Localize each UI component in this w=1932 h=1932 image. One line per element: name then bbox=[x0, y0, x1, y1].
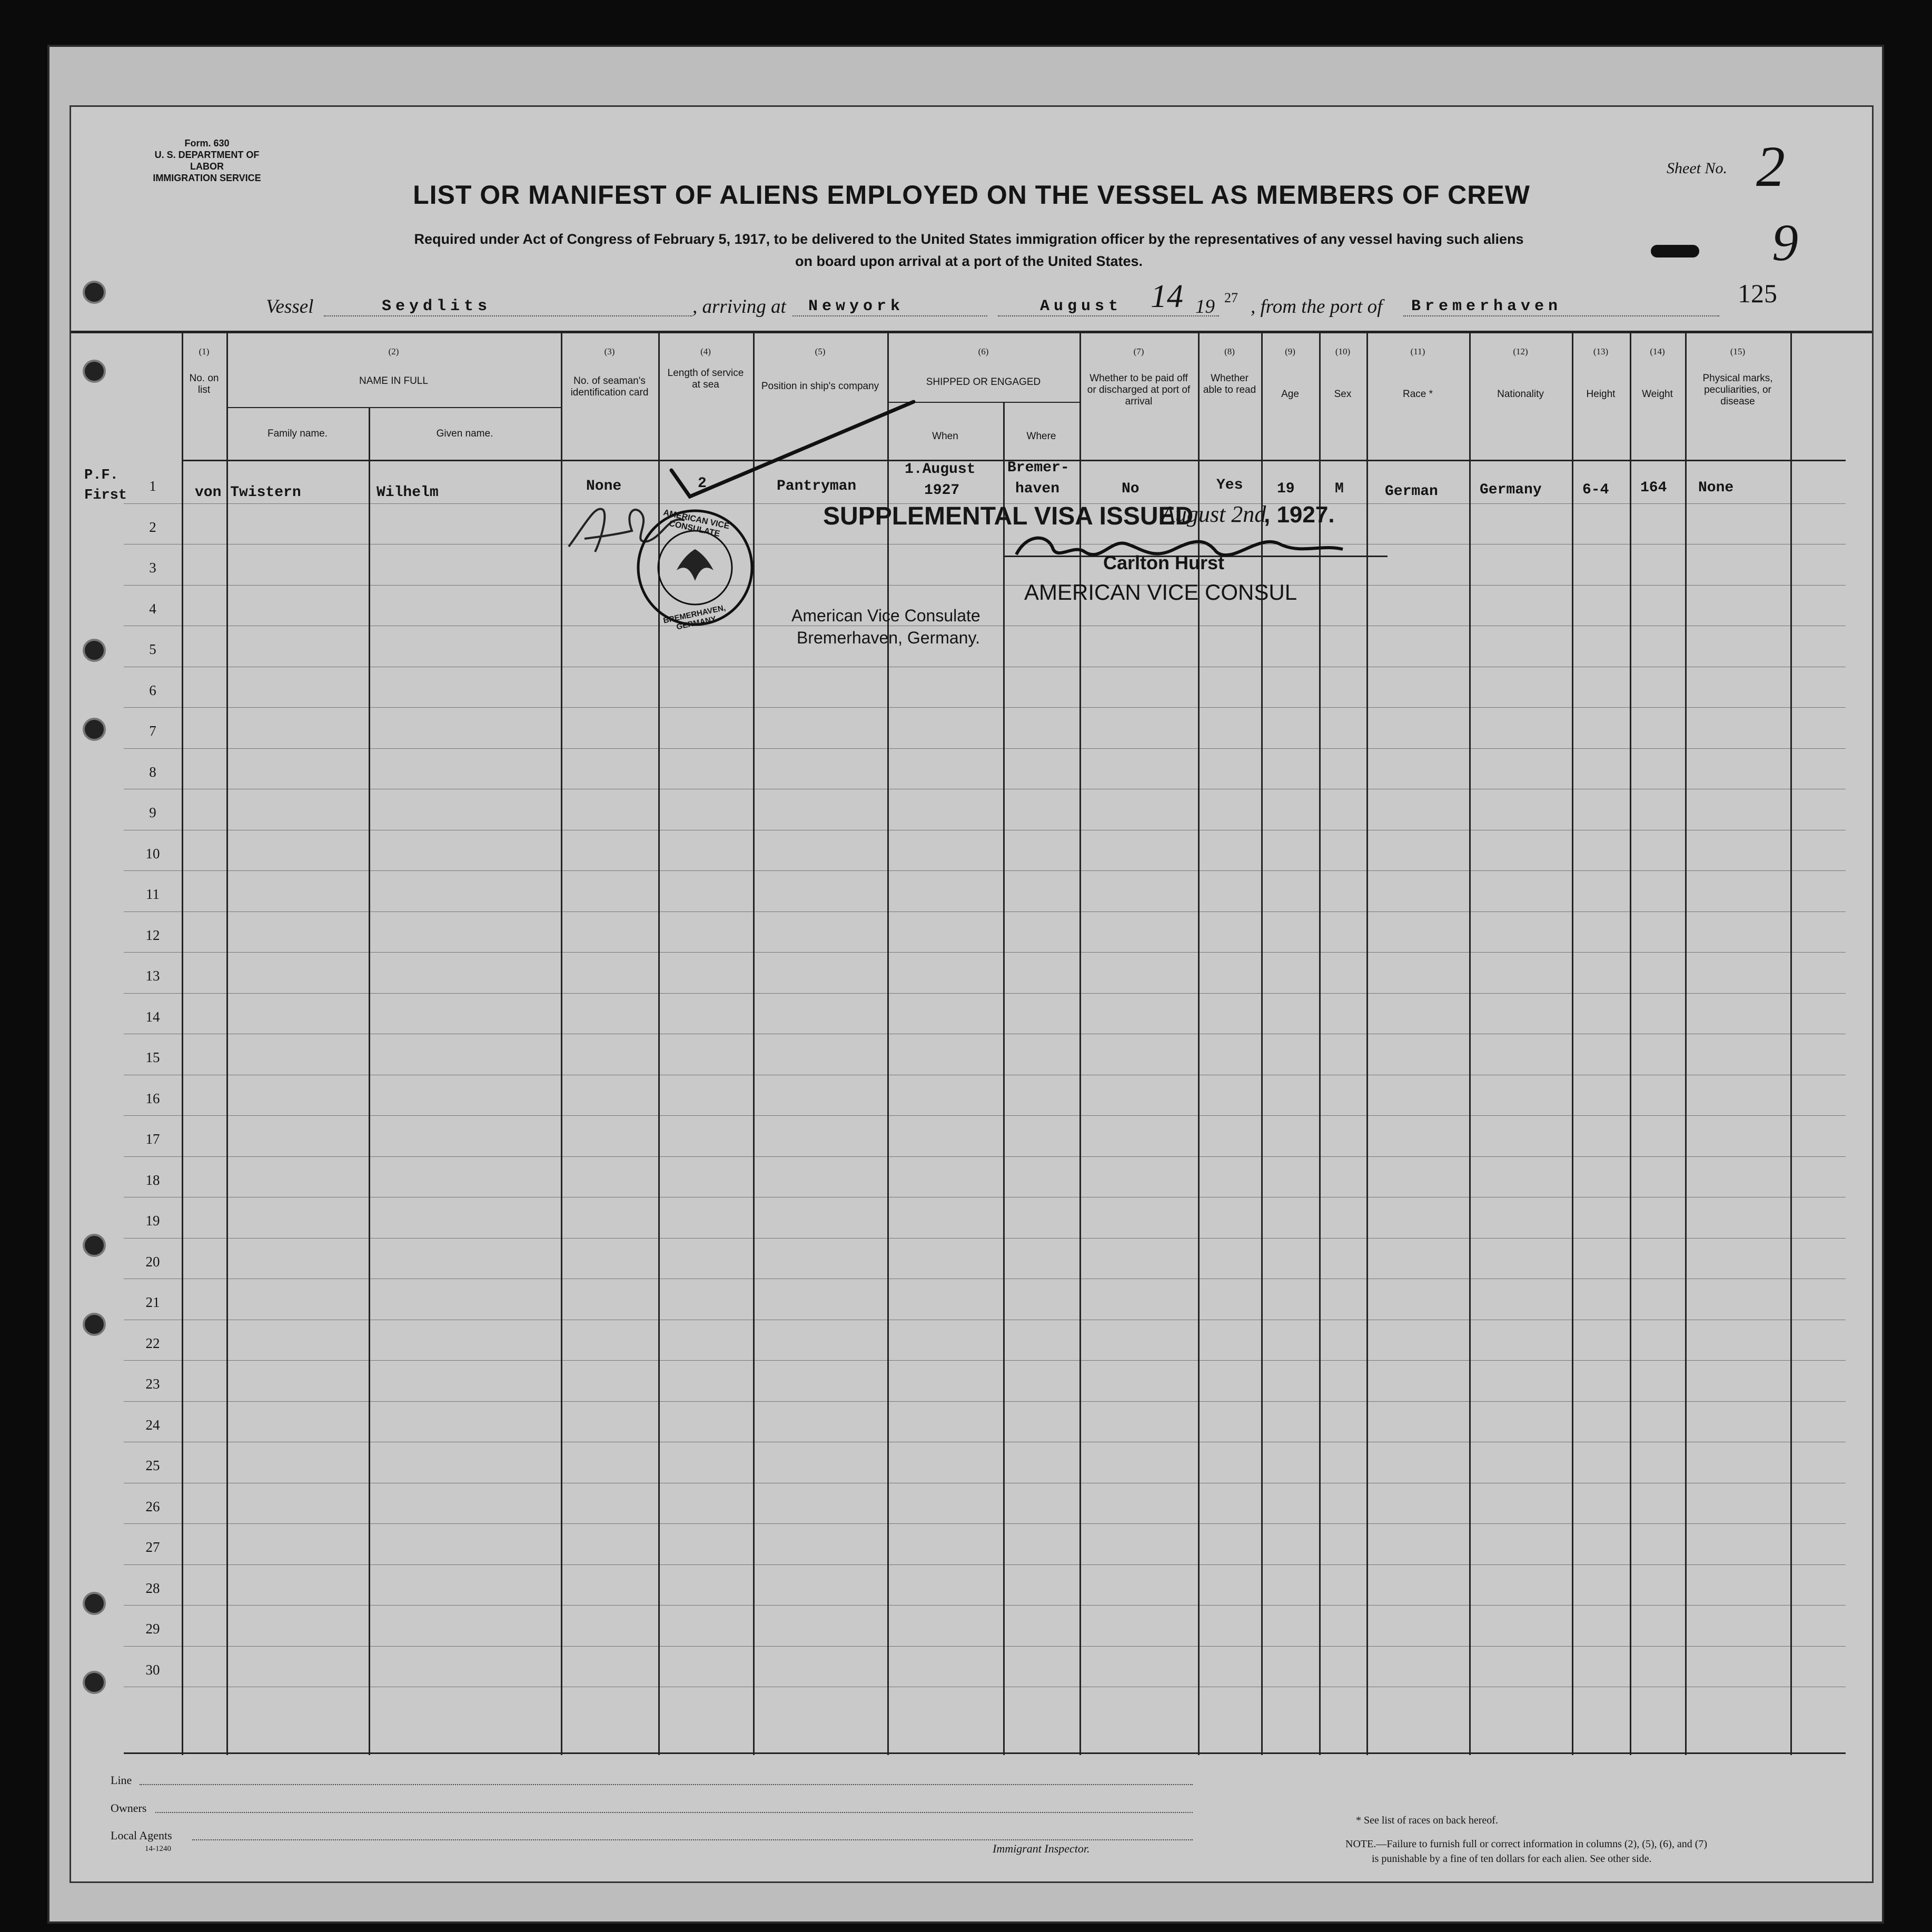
row-number: 30 bbox=[145, 1661, 160, 1678]
col-header-name: NAME IN FULL bbox=[359, 375, 428, 387]
row-number: 18 bbox=[145, 1172, 160, 1188]
row-number: 25 bbox=[145, 1458, 160, 1473]
arrival-day: 14 bbox=[1151, 279, 1183, 314]
row-rule bbox=[124, 1605, 1846, 1606]
col-header-age: Age bbox=[1281, 389, 1299, 400]
row-number: 16 bbox=[145, 1090, 160, 1106]
margin-note-pf: P.F. bbox=[84, 468, 118, 483]
consul-title: AMERICAN VICE CONSUL bbox=[1024, 580, 1297, 605]
col-header-weight: Weight bbox=[1642, 389, 1673, 400]
shipped-where-1: Bremer- bbox=[1007, 460, 1069, 476]
row-number: 9 bbox=[149, 805, 156, 820]
visa-date: August 2nd bbox=[1161, 501, 1266, 527]
row-number: 19 bbox=[145, 1213, 160, 1228]
col-num-9: (9) bbox=[1285, 346, 1295, 356]
row-number: 27 bbox=[145, 1539, 160, 1555]
owners-underline bbox=[155, 1812, 1193, 1813]
local-agents-label: Local Agents bbox=[111, 1829, 172, 1842]
consulate-line-2: Bremerhaven, Germany. bbox=[797, 628, 980, 647]
date-underline bbox=[998, 315, 1219, 316]
id-card: None bbox=[586, 478, 622, 494]
stamped-number: 9 bbox=[1772, 213, 1798, 272]
row-rule bbox=[124, 707, 1846, 708]
punch-hole bbox=[83, 281, 106, 304]
punch-hole bbox=[83, 1592, 106, 1615]
col-header-where: Where bbox=[1026, 431, 1056, 442]
col-header-when: When bbox=[932, 431, 958, 442]
physical-marks: None bbox=[1698, 480, 1734, 496]
column-divider bbox=[561, 333, 562, 1755]
row-number: 3 bbox=[149, 560, 156, 576]
form-code: 14-1240 bbox=[145, 1845, 171, 1853]
shipped-where-2: haven bbox=[1015, 481, 1060, 497]
col-header-id-card: No. of seaman's identification card bbox=[570, 375, 649, 398]
col-header-sex: Sex bbox=[1334, 389, 1352, 400]
paid-off: No bbox=[1122, 481, 1140, 497]
punch-hole bbox=[83, 1234, 106, 1257]
sheet-no-value: 2 bbox=[1756, 134, 1785, 199]
row-number: 15 bbox=[145, 1049, 160, 1065]
immigrant-inspector-label: Immigrant Inspector. bbox=[993, 1842, 1090, 1855]
col-header-nationality: Nationality bbox=[1497, 389, 1544, 400]
row-number: 2 bbox=[149, 519, 156, 535]
col-header-height: Height bbox=[1586, 389, 1616, 400]
col-num-6: (6) bbox=[978, 346, 989, 356]
line-underline bbox=[140, 1784, 1193, 1785]
col-header-shipped: SHIPPED OR ENGAGED bbox=[926, 377, 1041, 388]
service-name: IMMIGRATION SERVICE bbox=[153, 173, 261, 183]
consulate-line-1: American Vice Consulate bbox=[791, 606, 980, 625]
row-rule bbox=[124, 870, 1846, 871]
visa-issued-stamp: SUPPLEMENTAL VISA ISSUED bbox=[823, 502, 1194, 530]
note-line-2: is punishable by a fine of ten dollars for each alien. See other side. bbox=[1372, 1853, 1652, 1865]
row-rule bbox=[124, 1646, 1846, 1647]
column-divider bbox=[1685, 333, 1687, 1755]
row-rule bbox=[124, 1523, 1846, 1524]
row-rule bbox=[124, 911, 1846, 912]
col-num-4: (4) bbox=[700, 346, 711, 356]
row-rule bbox=[124, 1238, 1846, 1239]
arriving-underline bbox=[792, 315, 987, 316]
shipped-when-1: 1.August bbox=[905, 461, 976, 478]
row-number: 6 bbox=[149, 682, 156, 698]
crew-count: 125 bbox=[1738, 279, 1777, 308]
col-header-physical-marks: Physical marks, peculiarities, or disease bbox=[1702, 373, 1773, 407]
arriving-port: Newyork bbox=[808, 298, 905, 315]
column-divider bbox=[887, 333, 889, 1755]
age: 19 bbox=[1277, 481, 1295, 497]
form-subtitle bbox=[271, 228, 1667, 272]
row-number: 21 bbox=[145, 1294, 160, 1310]
punch-hole bbox=[83, 1671, 106, 1694]
margin-note-first: First bbox=[84, 488, 127, 503]
able-to-read: Yes bbox=[1216, 477, 1243, 493]
name-subheader-rule bbox=[226, 407, 561, 408]
column-divider bbox=[369, 407, 370, 1755]
row-number: 26 bbox=[145, 1498, 160, 1514]
column-divider bbox=[1469, 333, 1471, 1755]
manifest-sheet bbox=[70, 105, 1874, 1883]
punch-hole bbox=[83, 718, 106, 741]
row-rule bbox=[124, 1564, 1846, 1565]
position: Pantryman bbox=[777, 478, 857, 494]
row-number: 28 bbox=[145, 1580, 160, 1596]
col-header-position: Position in ship's company bbox=[761, 381, 879, 392]
row-rule bbox=[124, 993, 1846, 994]
col-num-1: (1) bbox=[199, 346, 210, 356]
col-num-12: (12) bbox=[1513, 346, 1528, 356]
col-header-family-name: Family name. bbox=[267, 428, 328, 439]
agents-underline bbox=[192, 1839, 1193, 1840]
sex: M bbox=[1335, 481, 1344, 497]
row-number: 1 bbox=[149, 478, 156, 494]
department-name: U. S. DEPARTMENT OF LABOR bbox=[154, 150, 260, 172]
vessel-label: Vessel bbox=[266, 296, 314, 318]
year-prefix: 19 bbox=[1195, 296, 1215, 318]
row-rule bbox=[124, 1360, 1846, 1361]
given-name: Wilhelm bbox=[377, 484, 439, 501]
subtitle-line-2: on board upon arrival at a port of the United States. bbox=[795, 253, 1143, 269]
row-rule bbox=[124, 952, 1846, 953]
from-port: Bremerhaven bbox=[1411, 298, 1562, 315]
col-num-11: (11) bbox=[1410, 346, 1425, 356]
row-rule bbox=[124, 585, 1846, 586]
col-num-15: (15) bbox=[1730, 346, 1746, 356]
arriving-label: , arriving at bbox=[692, 296, 786, 318]
col-num-8: (8) bbox=[1224, 346, 1235, 356]
row-number: 12 bbox=[145, 927, 160, 943]
height: 6-4 bbox=[1582, 482, 1609, 498]
row-number: 8 bbox=[149, 764, 156, 780]
visa-year: , 1927. bbox=[1264, 502, 1335, 528]
row-number: 7 bbox=[149, 723, 156, 739]
row-rule bbox=[124, 1156, 1846, 1157]
col-num-14: (14) bbox=[1650, 346, 1665, 356]
arrival-month: August bbox=[1040, 298, 1123, 315]
row-number: 22 bbox=[145, 1335, 160, 1351]
subtitle-line-1: Required under Act of Congress of February 5, 1917, to be delivered to the United States immigration officer by the representatives of any vessel having such aliens bbox=[414, 231, 1524, 247]
col-num-2: (2) bbox=[388, 346, 399, 356]
form-title: LIST OR MANIFEST OF ALIENS EMPLOYED ON THE VESSEL AS MEMBERS OF CREW bbox=[413, 180, 1530, 210]
column-divider bbox=[182, 333, 183, 1755]
row-rule bbox=[124, 1401, 1846, 1402]
col-num-5: (5) bbox=[815, 346, 826, 356]
row-number: 10 bbox=[145, 845, 160, 861]
punch-hole bbox=[83, 360, 106, 383]
consulate-seal bbox=[635, 507, 756, 632]
table-top-rule bbox=[71, 331, 1872, 333]
races-note: * See list of races on back hereof. bbox=[1356, 1815, 1498, 1826]
row-number: 17 bbox=[145, 1131, 160, 1147]
row-number: 23 bbox=[145, 1376, 160, 1392]
column-divider bbox=[1630, 333, 1631, 1755]
column-divider bbox=[226, 333, 228, 1755]
row-number: 4 bbox=[149, 600, 156, 617]
row-number: 29 bbox=[145, 1621, 160, 1637]
form-number: Form. 630 bbox=[184, 138, 230, 148]
row-rule bbox=[124, 1115, 1846, 1116]
row-number: 13 bbox=[145, 968, 160, 984]
col-header-no-on-list: No. on list bbox=[189, 373, 219, 395]
row-number: 14 bbox=[145, 1008, 160, 1025]
row-number: 5 bbox=[149, 641, 156, 657]
column-divider bbox=[1572, 333, 1573, 1755]
row-number: 20 bbox=[145, 1253, 160, 1270]
row-rule bbox=[124, 748, 1846, 749]
seal-bottom-text: BREMERHAVEN, GERMANY bbox=[662, 603, 727, 632]
form-identifier bbox=[138, 137, 275, 184]
sheet-no-label: Sheet No. bbox=[1667, 160, 1727, 177]
table-bottom-rule bbox=[124, 1752, 1846, 1754]
seal-top-text: AMERICAN VICE CONSULATE bbox=[662, 508, 730, 539]
row-number: 11 bbox=[146, 886, 160, 902]
line-label: Line bbox=[111, 1774, 132, 1787]
nationality: Germany bbox=[1480, 482, 1542, 498]
vessel-name: Seydlits bbox=[382, 298, 492, 315]
family-name: von Twistern bbox=[195, 484, 301, 501]
row-number: 24 bbox=[145, 1416, 160, 1433]
length-of-service: 2 bbox=[698, 475, 707, 492]
vessel-underline bbox=[324, 315, 692, 316]
note-line-1: NOTE.—Failure to furnish full or correct information in columns (2), (5), (6), and (7) bbox=[1345, 1838, 1708, 1850]
col-num-10: (10) bbox=[1335, 346, 1351, 356]
column-divider bbox=[1790, 333, 1792, 1755]
col-num-7: (7) bbox=[1133, 346, 1144, 356]
shipped-when-2: 1927 bbox=[924, 482, 960, 499]
col-header-race: Race * bbox=[1402, 389, 1433, 400]
race: German bbox=[1385, 483, 1438, 500]
from-port-label: , from the port of bbox=[1251, 296, 1383, 318]
column-divider bbox=[1003, 402, 1005, 1755]
from-port-underline bbox=[1403, 315, 1719, 316]
col-header-paid-off: Whether to be paid off or discharged at port of arrival bbox=[1087, 373, 1191, 407]
col-header-able-to-read: Whether able to read bbox=[1203, 373, 1256, 395]
col-header-given-name: Given name. bbox=[436, 428, 493, 439]
consul-name: Carlton Hurst bbox=[1103, 552, 1225, 573]
check-mark bbox=[661, 391, 924, 507]
weight: 164 bbox=[1640, 480, 1667, 496]
col-num-13: (13) bbox=[1593, 346, 1609, 356]
punch-hole bbox=[83, 639, 106, 662]
punch-hole bbox=[83, 1313, 106, 1336]
col-header-length-of-service: Length of service at sea bbox=[667, 368, 744, 390]
owners-label: Owners bbox=[111, 1801, 147, 1815]
year-suffix: 27 bbox=[1224, 290, 1238, 305]
col-num-3: (3) bbox=[604, 346, 615, 356]
